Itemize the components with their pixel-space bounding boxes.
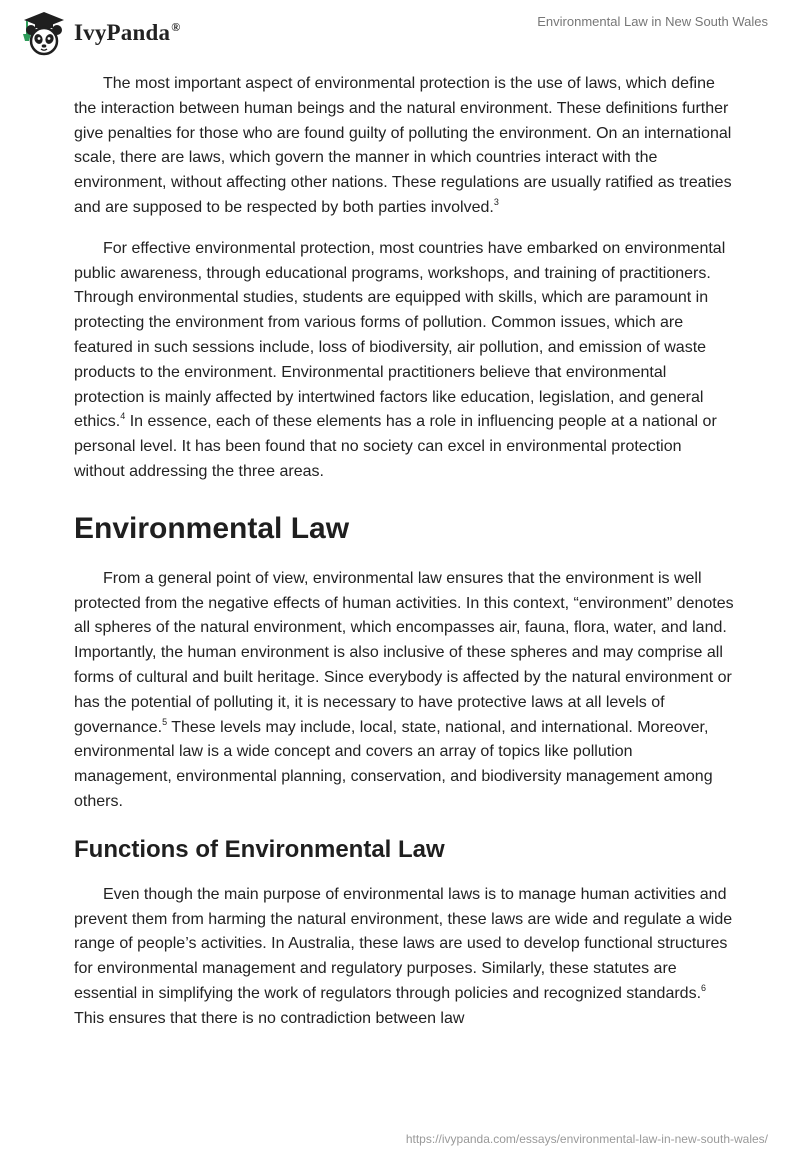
- section-heading-environmental-law: Environmental Law: [74, 511, 350, 545]
- footer-source-url[interactable]: https://ivypanda.com/essays/environmental-law-in-new-south-wales/: [405, 1132, 768, 1146]
- paragraph-1: The most important aspect of environmental protection is the use of laws, which define the interaction between human beings and the natural environment. These definitions further give penalties for those who are found guilty of polluting the environment. On an international scale, there are laws, which govern the manner in which countries interact with the environment, without affecting other nations. These regulations are usually ratified as treaties and are supposed to be respected by both parties involved.$^3$: [74, 75, 732, 216]
- logo-wordmark: IvyPanda®: [74, 20, 181, 45]
- paragraph-2: For effective environmental protection, most countries have embarked on environmental public awareness, through educational programs, workshops, and training of practitioners. Through environmental studies, students are equipped with skills, which are paramount in protecting the environment from various forms of pollution. Common issues, which are featured in such sessions include, loss of biodiversity, air pollution, and emission of waste products to the environment. Environmental practitioners believe that environmental protection is mainly affected by intertwined factors like education, legislation, and general ethics.$^4$ In essence, each of these elements has a role in influencing people at a national or personal level. It has been found that no society can excel in environmental protection without addressing the three areas.: [74, 239, 726, 480]
- footnote-ref-3[interactable]: 3: [493, 196, 499, 207]
- panda-graduate-icon: [14, 8, 68, 56]
- paragraph-4: Even though the main purpose of environmental laws is to manage human activities and prevent them from harming the natural environment, these laws are wide and regulate a wide range of people’s activities. In Australia, these laws are used to develop functional structures for environmental management and regulatory purposes. Similarly, these statutes are essential in simplifying the work of regulators through policies and recognized standards.$^6$ This ensures that there is no contradiction between law: [74, 885, 733, 1027]
- footnote-ref-6[interactable]: 6: [701, 982, 707, 993]
- document-title: Environmental Law in New South Wales: [537, 14, 768, 29]
- footnote-ref-5[interactable]: 5: [162, 716, 168, 727]
- ivypanda-logo[interactable]: [14, 8, 180, 56]
- page-header: [0, 0, 800, 64]
- essay-content: [74, 72, 734, 1032]
- subsection-heading-functions: Functions of Environmental Law: [74, 835, 445, 863]
- paragraph-3: From a general point of view, environmental law ensures that the environment is well protected from the negative effects of human activities. In this context, “environment” denotes all spheres of the natural environment, which encompasses air, fauna, flora, water, and land. Importantly, the human environment is also inclusive of these spheres and may comprise all forms of cultural and built heritage. Since everybody is affected by the natural environment or has the potential of polluting it, it is necessary to have protective laws at all levels of governance.$^5$ These levels may include, local, state, national, and international. Moreover, environmental law is a wide concept and covers an array of topics like pollution management, environmental planning, conservation, and biodiversity management among others.: [74, 569, 734, 810]
- footnote-ref-4[interactable]: 4: [120, 411, 126, 422]
